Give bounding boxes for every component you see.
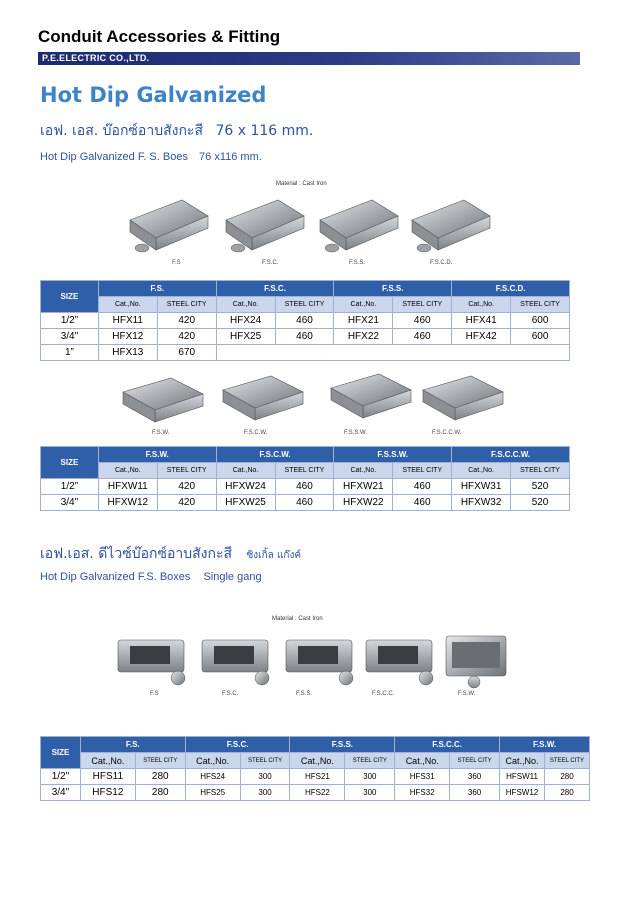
table-cell: 420 — [157, 329, 216, 345]
fscw-box-icon — [223, 376, 303, 420]
block2-thai-title — [40, 543, 301, 565]
table-cell: HFS22 — [290, 785, 345, 801]
caption-single-fsc: F.S.C. — [222, 691, 239, 697]
table-cell: 670 — [157, 345, 216, 361]
group-header: F.S.S. — [334, 281, 452, 297]
table-subheader-row — [41, 297, 570, 313]
sub-header: STEEL CITY — [275, 463, 334, 479]
sub-header: Cat.,No. — [500, 753, 545, 769]
table-cell-empty — [216, 345, 569, 361]
caption-single-fsw: F.S.W. — [458, 691, 476, 697]
table-cell: 1/2" — [41, 769, 81, 785]
table-cell: 600 — [511, 313, 570, 329]
block1-product-image — [120, 190, 510, 268]
size-header: SIZE — [41, 737, 81, 769]
fscd-box-icon — [412, 200, 490, 252]
sub-header: STEEL CITY — [157, 463, 216, 479]
spec-table-fs-76x116 — [40, 280, 570, 361]
table-header-row — [41, 737, 590, 753]
spec-table-fs-weatherproof — [40, 446, 570, 511]
table-cell: HFX13 — [98, 345, 157, 361]
single-fsc-icon — [202, 640, 269, 685]
block2-thai-sub: ซิงเกิ้ล แก๊งค์ — [246, 550, 302, 561]
table-cell: HFXW25 — [216, 495, 275, 511]
block2-thai-title-text: เอฟ.เอส. ดีไวซ์บ๊อกซ์อาบสังกะสี — [40, 546, 233, 562]
group-header: F.S.C.D. — [452, 281, 570, 297]
table-cell: 460 — [393, 329, 452, 345]
spec-table-single-gang — [40, 736, 590, 801]
block2-english-title — [40, 571, 262, 583]
sub-header: STEEL CITY — [393, 297, 452, 313]
caption-fsc: F.S.C. — [262, 260, 279, 266]
table-cell: 3/4" — [41, 785, 81, 801]
table-row — [41, 479, 570, 495]
caption-fsw: F.S.W. — [152, 430, 170, 436]
table-cell: 300 — [345, 785, 395, 801]
table-cell: 1/2” — [41, 479, 99, 495]
table-cell: HFX41 — [452, 313, 511, 329]
single-fs-icon — [118, 640, 185, 685]
table-cell: HFS24 — [185, 769, 240, 785]
section-title: Hot Dip Galvanized — [40, 83, 267, 107]
table-cell: 460 — [393, 495, 452, 511]
table-header-row — [41, 447, 570, 463]
company-banner: P.E.ELECTRIC CO.,LTD. — [38, 52, 580, 65]
table-header-row — [41, 281, 570, 297]
sub-header: Cat.,No. — [334, 463, 393, 479]
sub-header: STEEL CITY — [393, 463, 452, 479]
block2-material-note: Material : Cast Iron — [272, 616, 323, 622]
fssw-box-icon — [331, 374, 411, 418]
group-header: F.S.W. — [500, 737, 590, 753]
sub-header: STEEL CITY — [135, 753, 185, 769]
sub-header: Cat.,No. — [216, 297, 275, 313]
single-fscc-icon — [366, 640, 433, 685]
sub-header: STEEL CITY — [450, 753, 500, 769]
fsw-box-icon — [123, 378, 203, 422]
table-row — [41, 495, 570, 511]
table-cell: 520 — [511, 479, 570, 495]
table-cell: 420 — [157, 313, 216, 329]
sub-header: STEEL CITY — [275, 297, 334, 313]
caption-fss: F.S.S. — [349, 260, 366, 266]
sub-header: STEEL CITY — [511, 297, 570, 313]
table-row — [41, 785, 590, 801]
table-cell: 360 — [450, 785, 500, 801]
group-header: F.S.S. — [290, 737, 395, 753]
block2-english-sub: Single gang — [203, 571, 262, 583]
sub-header: Cat.,No. — [290, 753, 345, 769]
block1-thai-size: 76 x 116 mm. — [215, 123, 314, 139]
group-header: F.S.S.W. — [334, 447, 452, 463]
table-cell: 280 — [544, 785, 589, 801]
table-cell: 460 — [275, 329, 334, 345]
table-cell: HFX12 — [98, 329, 157, 345]
table-cell: 460 — [275, 313, 334, 329]
block1-thai-title-text: เอฟ. เอส. บ๊อกซ์อาบสังกะสี — [40, 123, 203, 139]
table-row — [41, 329, 570, 345]
caption-fs: F.S — [172, 260, 181, 266]
group-header: F.S. — [80, 737, 185, 753]
caption-fscd: F.S.C.D. — [430, 260, 453, 266]
sub-header: Cat.,No. — [452, 463, 511, 479]
sub-header: STEEL CITY — [157, 297, 216, 313]
sub-header: Cat.,No. — [98, 297, 157, 313]
fsccw-box-icon — [423, 376, 503, 420]
table-cell: 280 — [544, 769, 589, 785]
block1-material-note: Material : Cast Iron — [276, 181, 327, 187]
table-cell: 1/2” — [41, 313, 99, 329]
table-cell: 3/4" — [41, 495, 99, 511]
table-cell: HFX24 — [216, 313, 275, 329]
table-cell: 1” — [41, 345, 99, 361]
table-row — [41, 769, 590, 785]
table-cell: HFXW32 — [452, 495, 511, 511]
block1-product-image-2 — [115, 370, 515, 438]
table-row — [41, 345, 570, 361]
table-cell: 420 — [157, 479, 216, 495]
table-cell: HFSW11 — [500, 769, 545, 785]
table-cell: 280 — [135, 769, 185, 785]
table-subheader-row — [41, 753, 590, 769]
table-cell: 460 — [393, 479, 452, 495]
block1-english-size: 76 x116 mm. — [199, 151, 262, 163]
sub-header: STEEL CITY — [240, 753, 290, 769]
table-cell: HFXW31 — [452, 479, 511, 495]
table-cell: 460 — [275, 495, 334, 511]
table-cell: HFX11 — [98, 313, 157, 329]
caption-single-fscc: F.S.C.C. — [372, 691, 395, 697]
single-fsw-icon — [446, 636, 506, 688]
table-subheader-row — [41, 463, 570, 479]
sub-header: Cat.,No. — [334, 297, 393, 313]
group-header: F.S.C.C.W. — [452, 447, 570, 463]
table-cell: 460 — [275, 479, 334, 495]
table-cell: HFX21 — [334, 313, 393, 329]
group-header: F.S.C. — [216, 281, 334, 297]
sub-header: STEEL CITY — [345, 753, 395, 769]
sub-header: Cat.,No. — [452, 297, 511, 313]
table-cell: 600 — [511, 329, 570, 345]
size-header: SIZE — [41, 281, 99, 313]
table-cell: 360 — [450, 769, 500, 785]
group-header: F.S.C.C. — [395, 737, 500, 753]
table-cell: HFX25 — [216, 329, 275, 345]
caption-single-fs: F.S — [150, 691, 159, 697]
table-cell: HFS11 — [80, 769, 135, 785]
group-header: F.S.C. — [185, 737, 290, 753]
table-cell: HFS21 — [290, 769, 345, 785]
block1-english-title-text: Hot Dip Galvanized F. S. Boes — [40, 151, 188, 163]
fsc-box-icon — [226, 200, 304, 252]
table-cell: HFXW22 — [334, 495, 393, 511]
sub-header: Cat.,No. — [80, 753, 135, 769]
table-cell: HFX42 — [452, 329, 511, 345]
block2-product-image — [108, 626, 518, 696]
caption-single-fss: F.S.S. — [296, 691, 313, 697]
sub-header: Cat.,No. — [395, 753, 450, 769]
table-cell: 300 — [240, 769, 290, 785]
fs-box-icon — [130, 200, 208, 252]
block1-thai-title — [40, 120, 313, 142]
single-fss-icon — [286, 640, 353, 685]
table-cell: HFXW21 — [334, 479, 393, 495]
table-row — [41, 313, 570, 329]
table-cell: 3/4" — [41, 329, 99, 345]
size-header: SIZE — [41, 447, 99, 479]
caption-fssw: F.S.S.W. — [344, 430, 368, 436]
fss-box-icon — [320, 200, 398, 252]
table-cell: HFXW11 — [98, 479, 157, 495]
sub-header: STEEL CITY — [511, 463, 570, 479]
table-cell: HFXW24 — [216, 479, 275, 495]
table-cell: HFXW12 — [98, 495, 157, 511]
table-cell: HFS31 — [395, 769, 450, 785]
group-header: F.S. — [98, 281, 216, 297]
block2-english-title-text: Hot Dip Galvanized F.S. Boxes — [40, 571, 191, 583]
table-cell: HFSW12 — [500, 785, 545, 801]
group-header: F.S.W. — [98, 447, 216, 463]
caption-fsccw: F.S.C.C.W. — [432, 430, 462, 436]
sub-header: Cat.,No. — [216, 463, 275, 479]
caption-fscw: F.S.C.W. — [244, 430, 268, 436]
table-cell: 300 — [240, 785, 290, 801]
table-cell: 300 — [345, 769, 395, 785]
table-cell: 520 — [511, 495, 570, 511]
table-cell: 420 — [157, 495, 216, 511]
sub-header: Cat.,No. — [98, 463, 157, 479]
table-cell: HFS25 — [185, 785, 240, 801]
sub-header: STEEL CITY — [544, 753, 589, 769]
table-cell: 280 — [135, 785, 185, 801]
group-header: F.S.C.W. — [216, 447, 334, 463]
block1-english-title — [40, 151, 262, 163]
table-cell: HFS32 — [395, 785, 450, 801]
table-cell: HFS12 — [80, 785, 135, 801]
table-cell: HFX22 — [334, 329, 393, 345]
page-title: Conduit Accessories & Fitting — [38, 27, 281, 46]
sub-header: Cat.,No. — [185, 753, 240, 769]
table-cell: 460 — [393, 313, 452, 329]
